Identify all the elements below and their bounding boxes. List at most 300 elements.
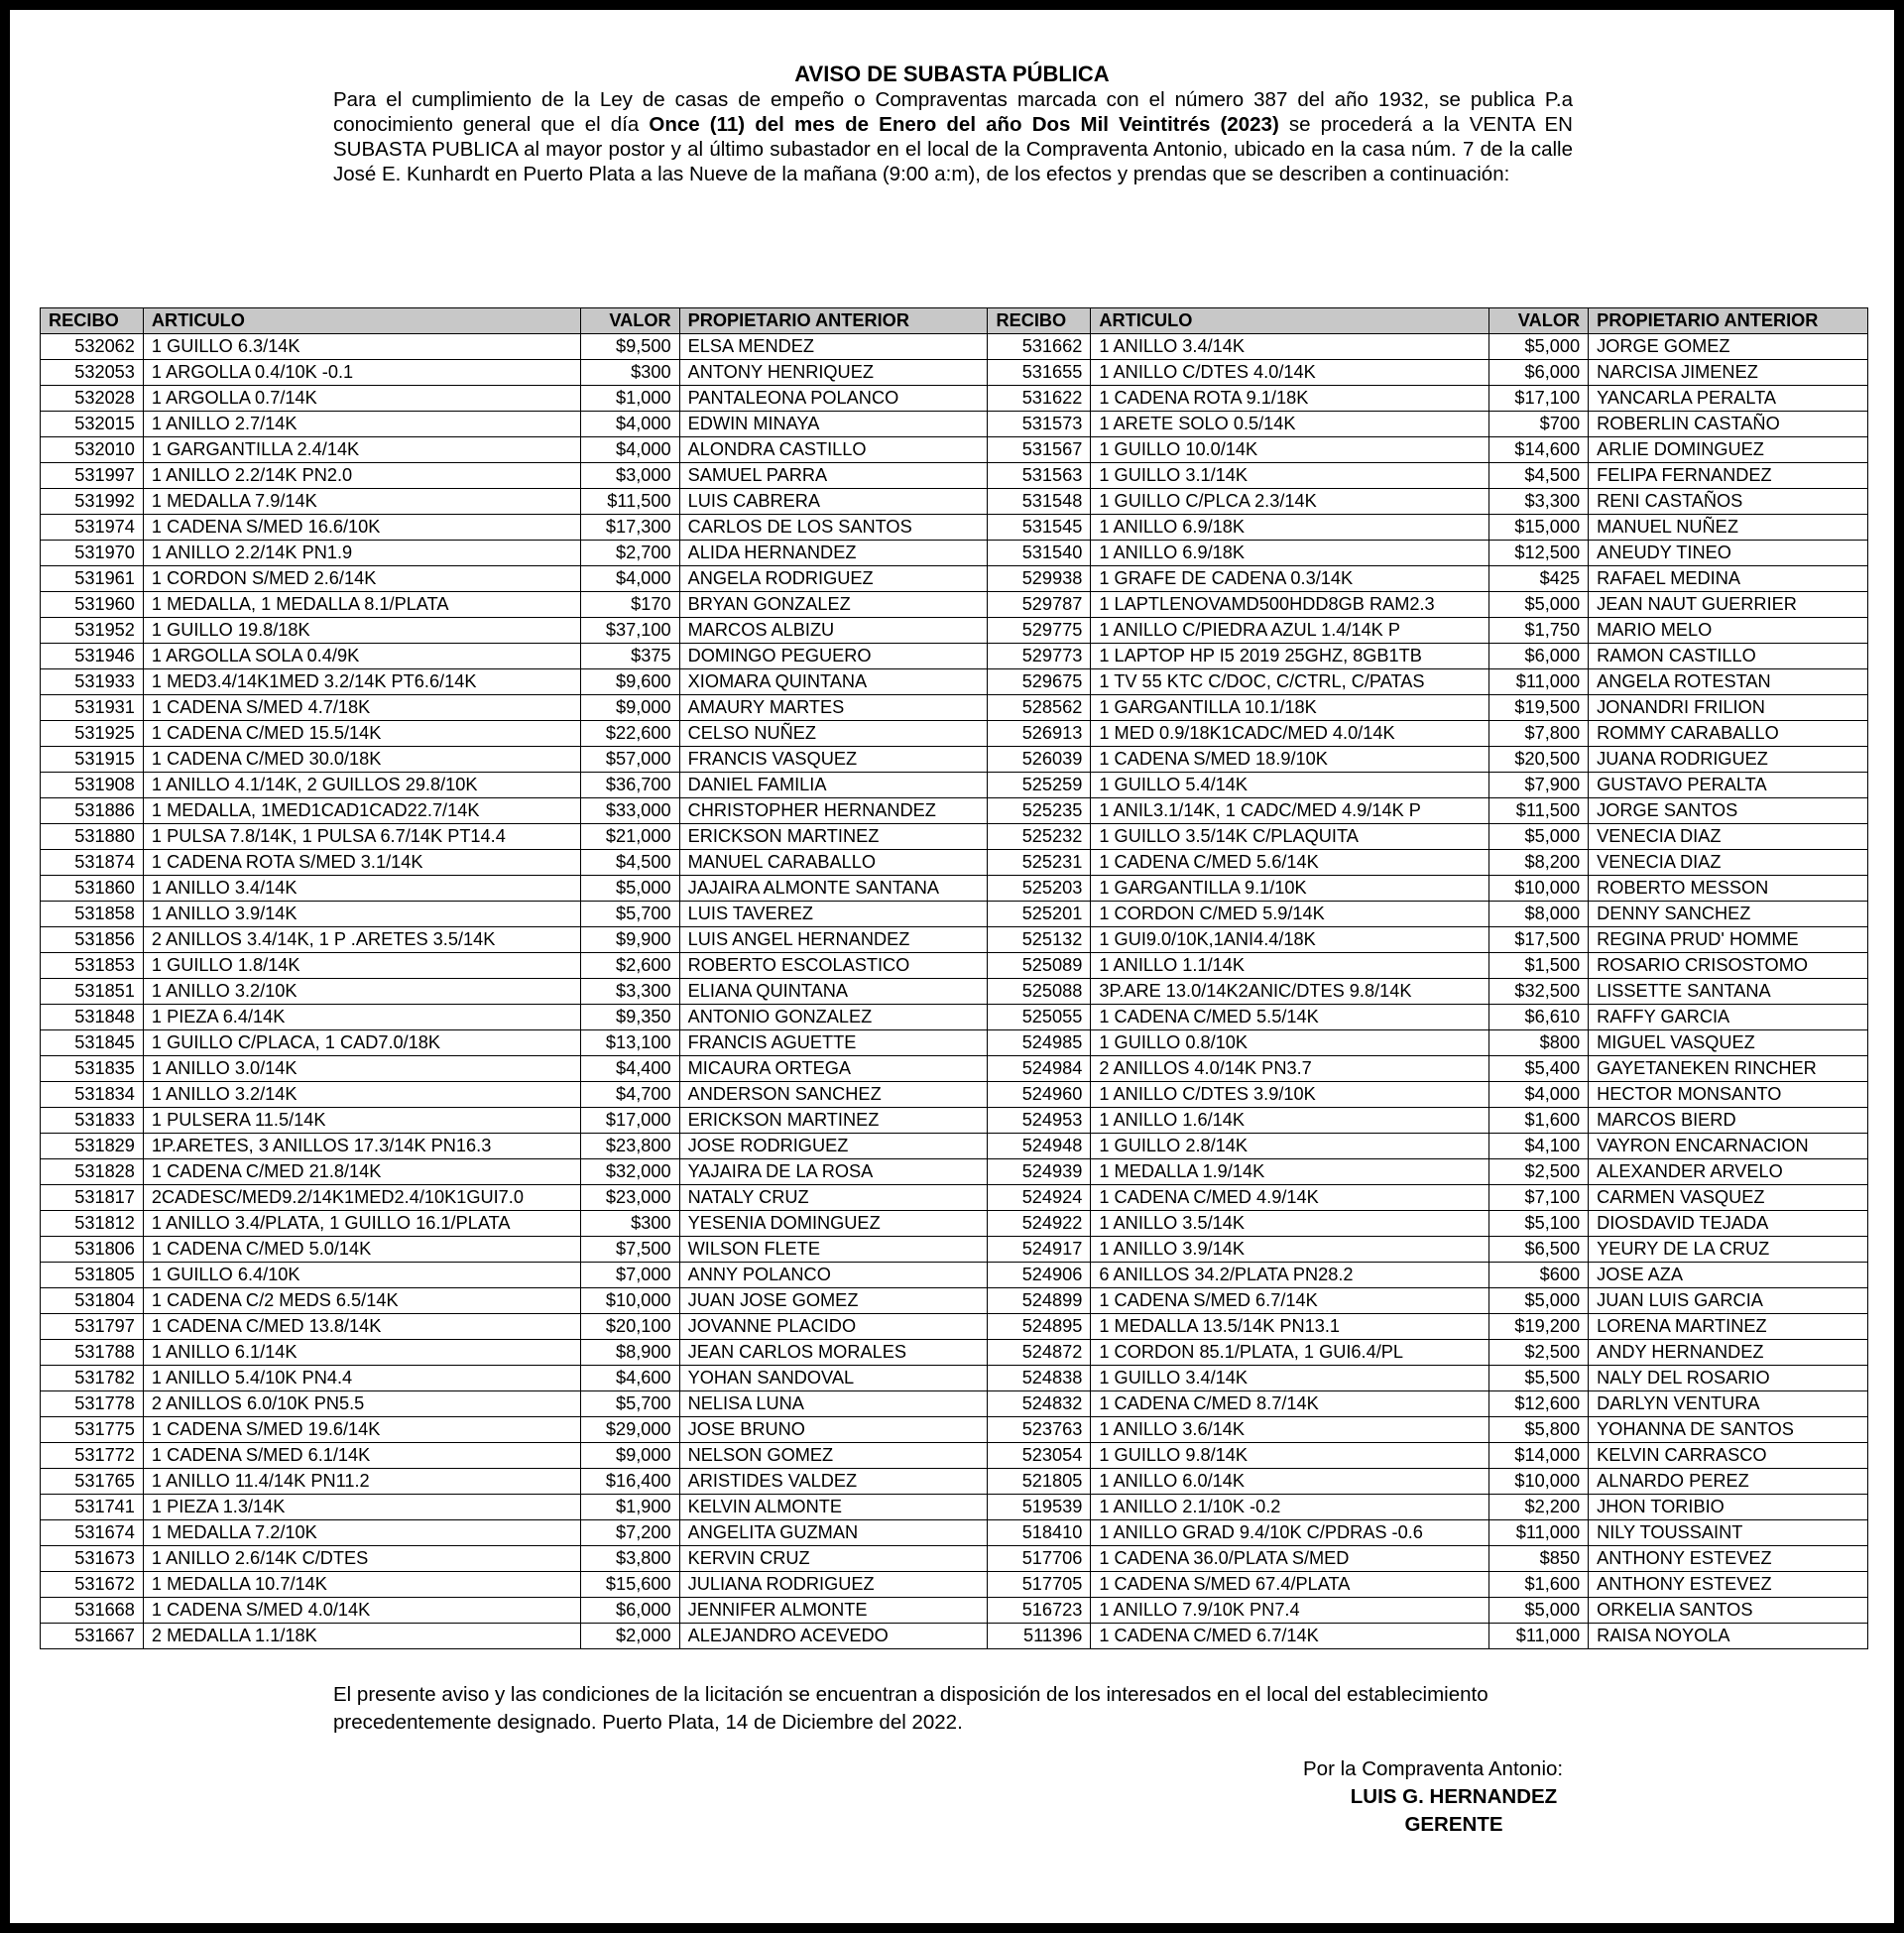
cell-valor: $2,000	[580, 1624, 679, 1649]
cell-valor-2: $6,000	[1489, 644, 1589, 669]
cell-articulo-2: 1 ANILLO C/DTES 3.9/10K	[1091, 1082, 1489, 1108]
table-row	[41, 386, 1868, 412]
cell-articulo-2: 1 ANILLO 2.1/10K -0.2	[1091, 1495, 1489, 1520]
cell-valor: $5,700	[580, 902, 679, 927]
cell-propietario: JOSE RODRIGUEZ	[679, 1134, 988, 1159]
cell-valor-2: $12,500	[1489, 541, 1589, 566]
cell-articulo: 1 ANILLO 2.2/14K PN1.9	[143, 541, 580, 566]
cell-valor: $7,000	[580, 1263, 679, 1288]
cell-valor-2: $8,200	[1489, 850, 1589, 876]
table-row	[41, 1030, 1868, 1056]
cell-articulo: 1 MEDALLA 7.9/14K	[143, 489, 580, 515]
cell-articulo-2: 1 ANILLO GRAD 9.4/10K C/PDRAS -0.6	[1091, 1520, 1489, 1546]
cell-recibo: 531908	[41, 773, 144, 798]
table-row	[41, 1598, 1868, 1624]
cell-articulo-2: 1 GARGANTILLA 9.1/10K	[1091, 876, 1489, 902]
table-row	[41, 334, 1868, 360]
cell-articulo-2: 1 CADENA S/MED 67.4/PLATA	[1091, 1572, 1489, 1598]
cell-propietario-2: CARMEN VASQUEZ	[1589, 1185, 1868, 1211]
cell-valor: $7,200	[580, 1520, 679, 1546]
cell-valor-2: $425	[1489, 566, 1589, 592]
cell-articulo-2: 1 LAPTOP HP I5 2019 25GHZ, 8GB1TB	[1091, 644, 1489, 669]
cell-articulo-2: 1 CORDON C/MED 5.9/14K	[1091, 902, 1489, 927]
header-valor: VALOR	[580, 308, 679, 334]
cell-articulo-2: 1 ANILLO C/DTES 4.0/14K	[1091, 360, 1489, 386]
cell-valor-2: $5,800	[1489, 1417, 1589, 1443]
cell-articulo-2: 1 CADENA 36.0/PLATA S/MED	[1091, 1546, 1489, 1572]
intro-text-1: Para el cumplimiento de la Ley de casas de empeño o Compraventas marcada con el número 387 del año 1932, se publica P.a conocimiento general que el día	[333, 88, 1573, 136]
cell-recibo-2: 531548	[988, 489, 1091, 515]
cell-recibo-2: 524832	[988, 1391, 1091, 1417]
cell-propietario: EDWIN MINAYA	[679, 412, 988, 437]
cell-propietario: JULIANA RODRIGUEZ	[679, 1572, 988, 1598]
cell-recibo-2: 529675	[988, 669, 1091, 695]
table-row	[41, 850, 1868, 876]
cell-articulo-2: 1 MEDALLA 13.5/14K PN13.1	[1091, 1314, 1489, 1340]
header-recibo-2: RECIBO	[988, 308, 1091, 334]
cell-recibo: 531853	[41, 953, 144, 979]
cell-valor: $1,900	[580, 1495, 679, 1520]
cell-articulo-2: 1 CORDON 85.1/PLATA, 1 GUI6.4/PL	[1091, 1340, 1489, 1366]
table-row	[41, 541, 1868, 566]
cell-recibo-2: 524953	[988, 1108, 1091, 1134]
header-recibo: RECIBO	[41, 308, 144, 334]
cell-propietario: CARLOS DE LOS SANTOS	[679, 515, 988, 541]
cell-articulo: 1 CADENA S/MED 6.1/14K	[143, 1443, 580, 1469]
cell-valor: $9,350	[580, 1005, 679, 1030]
cell-valor-2: $2,500	[1489, 1340, 1589, 1366]
table-row	[41, 1056, 1868, 1082]
cell-valor: $57,000	[580, 747, 679, 773]
cell-recibo-2: 524838	[988, 1366, 1091, 1391]
cell-propietario: AMAURY MARTES	[679, 695, 988, 721]
cell-valor-2: $6,500	[1489, 1237, 1589, 1263]
cell-valor-2: $11,000	[1489, 669, 1589, 695]
table-row	[41, 1159, 1868, 1185]
table-row	[41, 644, 1868, 669]
cell-valor: $8,900	[580, 1340, 679, 1366]
table-row	[41, 1082, 1868, 1108]
cell-articulo-2: 1 TV 55 KTC C/DOC, C/CTRL, C/PATAS	[1091, 669, 1489, 695]
cell-propietario: YOHAN SANDOVAL	[679, 1366, 988, 1391]
cell-recibo-2: 525259	[988, 773, 1091, 798]
cell-propietario-2: ROBERTO MESSON	[1589, 876, 1868, 902]
cell-valor: $17,000	[580, 1108, 679, 1134]
cell-articulo: 1 ANILLO 3.2/14K	[143, 1082, 580, 1108]
cell-articulo: 1 ANILLO 2.6/14K C/DTES	[143, 1546, 580, 1572]
cell-articulo-2: 1 ANIL3.1/14K, 1 CADC/MED 4.9/14K P	[1091, 798, 1489, 824]
cell-recibo: 531931	[41, 695, 144, 721]
cell-articulo: 1 ARGOLLA 0.4/10K -0.1	[143, 360, 580, 386]
cell-propietario: YAJAIRA DE LA ROSA	[679, 1159, 988, 1185]
cell-articulo: 1 ANILLO 6.1/14K	[143, 1340, 580, 1366]
cell-propietario-2: ORKELIA SANTOS	[1589, 1598, 1868, 1624]
cell-articulo-2: 1 ANILLO C/PIEDRA AZUL 1.4/14K P	[1091, 618, 1489, 644]
cell-valor-2: $7,900	[1489, 773, 1589, 798]
cell-propietario: ALIDA HERNANDEZ	[679, 541, 988, 566]
table-row	[41, 412, 1868, 437]
cell-valor: $21,000	[580, 824, 679, 850]
cell-articulo-2: 1 GUILLO 10.0/14K	[1091, 437, 1489, 463]
cell-articulo: 1 MEDALLA 10.7/14K	[143, 1572, 580, 1598]
cell-articulo: 1 GARGANTILLA 2.4/14K	[143, 437, 580, 463]
cell-valor: $16,400	[580, 1469, 679, 1495]
closing-paragraph: El presente aviso y las condiciones de la licitación se encuentran a disposición de los interesados en el local del establecimiento precedentemente designado. Puerto Plata, 14 de Diciembre del 2022.	[333, 1683, 1488, 1734]
cell-recibo: 532053	[41, 360, 144, 386]
cell-recibo-2: 525231	[988, 850, 1091, 876]
cell-articulo: 1 CADENA S/MED 4.7/18K	[143, 695, 580, 721]
cell-valor: $9,600	[580, 669, 679, 695]
cell-recibo-2: 524917	[988, 1237, 1091, 1263]
cell-recibo: 531880	[41, 824, 144, 850]
table-row	[41, 1185, 1868, 1211]
cell-propietario: ELIANA QUINTANA	[679, 979, 988, 1005]
cell-recibo-2: 525201	[988, 902, 1091, 927]
cell-recibo-2: 531567	[988, 437, 1091, 463]
cell-articulo-2: 2 ANILLOS 4.0/14K PN3.7	[1091, 1056, 1489, 1082]
cell-recibo: 531845	[41, 1030, 144, 1056]
cell-recibo: 531970	[41, 541, 144, 566]
cell-valor: $15,600	[580, 1572, 679, 1598]
table-row	[41, 566, 1868, 592]
cell-articulo: 1 GUILLO 6.3/14K	[143, 334, 580, 360]
cell-valor: $5,000	[580, 876, 679, 902]
cell-propietario: JOVANNE PLACIDO	[679, 1314, 988, 1340]
table-row	[41, 747, 1868, 773]
cell-valor-2: $4,000	[1489, 1082, 1589, 1108]
cell-articulo-2: 1 CADENA C/MED 8.7/14K	[1091, 1391, 1489, 1417]
cell-recibo: 531834	[41, 1082, 144, 1108]
cell-recibo: 531833	[41, 1108, 144, 1134]
cell-propietario: DANIEL FAMILIA	[679, 773, 988, 798]
cell-articulo: 1P.ARETES, 3 ANILLOS 17.3/14K PN16.3	[143, 1134, 580, 1159]
table-row	[41, 1495, 1868, 1520]
cell-valor: $7,500	[580, 1237, 679, 1263]
cell-propietario-2: MANUEL NUÑEZ	[1589, 515, 1868, 541]
cell-propietario-2: GUSTAVO PERALTA	[1589, 773, 1868, 798]
cell-recibo-2: 524948	[988, 1134, 1091, 1159]
cell-articulo: 1 ANILLO 3.4/14K	[143, 876, 580, 902]
cell-articulo-2: 1 GUILLO 3.5/14K C/PLAQUITA	[1091, 824, 1489, 850]
table-row	[41, 437, 1868, 463]
cell-propietario-2: VAYRON ENCARNACION	[1589, 1134, 1868, 1159]
cell-valor-2: $20,500	[1489, 747, 1589, 773]
cell-propietario-2: JONANDRI FRILION	[1589, 695, 1868, 721]
cell-valor-2: $5,000	[1489, 1288, 1589, 1314]
cell-articulo-2: 1 ANILLO 3.6/14K	[1091, 1417, 1489, 1443]
cell-propietario-2: RAISA NOYOLA	[1589, 1624, 1868, 1649]
cell-articulo: 1 ANILLO 11.4/14K PN11.2	[143, 1469, 580, 1495]
cell-articulo: 2CADESC/MED9.2/14K1MED2.4/10K1GUI7.0	[143, 1185, 580, 1211]
table-row	[41, 618, 1868, 644]
cell-valor: $13,100	[580, 1030, 679, 1056]
cell-articulo-2: 1 ANILLO 3.4/14K	[1091, 334, 1489, 360]
cell-articulo-2: 1 ANILLO 6.9/18K	[1091, 541, 1489, 566]
cell-recibo: 531778	[41, 1391, 144, 1417]
cell-valor-2: $1,600	[1489, 1572, 1589, 1598]
table-row	[41, 695, 1868, 721]
cell-valor: $9,000	[580, 1443, 679, 1469]
cell-recibo: 531806	[41, 1237, 144, 1263]
cell-recibo-2: 531622	[988, 386, 1091, 412]
cell-valor-2: $3,300	[1489, 489, 1589, 515]
cell-valor-2: $5,100	[1489, 1211, 1589, 1237]
cell-recibo: 532010	[41, 437, 144, 463]
cell-valor-2: $12,600	[1489, 1391, 1589, 1417]
table-row	[41, 1005, 1868, 1030]
cell-articulo: 1 ARGOLLA 0.7/14K	[143, 386, 580, 412]
cell-recibo-2: 524984	[988, 1056, 1091, 1082]
cell-recibo-2: 524899	[988, 1288, 1091, 1314]
cell-valor: $17,300	[580, 515, 679, 541]
cell-valor: $2,700	[580, 541, 679, 566]
cell-recibo: 531741	[41, 1495, 144, 1520]
cell-articulo: 1 MED3.4/14K1MED 3.2/14K PT6.6/14K	[143, 669, 580, 695]
cell-propietario: JAJAIRA ALMONTE SANTANA	[679, 876, 988, 902]
cell-propietario-2: HECTOR MONSANTO	[1589, 1082, 1868, 1108]
cell-propietario-2: FELIPA FERNANDEZ	[1589, 463, 1868, 489]
cell-valor: $3,000	[580, 463, 679, 489]
cell-recibo-2: 525055	[988, 1005, 1091, 1030]
cell-valor: $36,700	[580, 773, 679, 798]
cell-articulo: 1 CADENA S/MED 16.6/10K	[143, 515, 580, 541]
table-row	[41, 927, 1868, 953]
table-row	[41, 515, 1868, 541]
table-row	[41, 824, 1868, 850]
cell-valor-2: $11,000	[1489, 1520, 1589, 1546]
cell-valor-2: $600	[1489, 1263, 1589, 1288]
cell-valor: $4,000	[580, 412, 679, 437]
cell-recibo: 531674	[41, 1520, 144, 1546]
cell-propietario-2: RAFAEL MEDINA	[1589, 566, 1868, 592]
cell-recibo-2: 526039	[988, 747, 1091, 773]
cell-valor: $2,600	[580, 953, 679, 979]
cell-propietario-2: RAFFY GARCIA	[1589, 1005, 1868, 1030]
cell-recibo: 531974	[41, 515, 144, 541]
table-row	[41, 1108, 1868, 1134]
cell-recibo-2: 511396	[988, 1624, 1091, 1649]
cell-articulo: 1 ANILLO 5.4/10K PN4.4	[143, 1366, 580, 1391]
cell-recibo-2: 525088	[988, 979, 1091, 1005]
cell-propietario: ERICKSON MARTINEZ	[679, 824, 988, 850]
cell-recibo: 531835	[41, 1056, 144, 1082]
cell-propietario: FRANCIS AGUETTE	[679, 1030, 988, 1056]
cell-articulo-2: 1 CADENA S/MED 6.7/14K	[1091, 1288, 1489, 1314]
cell-recibo: 531788	[41, 1340, 144, 1366]
cell-articulo: 1 PIEZA 6.4/14K	[143, 1005, 580, 1030]
cell-recibo-2: 525232	[988, 824, 1091, 850]
cell-articulo: 2 ANILLOS 3.4/14K, 1 P .ARETES 3.5/14K	[143, 927, 580, 953]
cell-propietario: NELISA LUNA	[679, 1391, 988, 1417]
cell-propietario: ALEJANDRO ACEVEDO	[679, 1624, 988, 1649]
cell-valor-2: $1,500	[1489, 953, 1589, 979]
cell-recibo: 531775	[41, 1417, 144, 1443]
cell-articulo: 1 PULSERA 11.5/14K	[143, 1108, 580, 1134]
table-row	[41, 1288, 1868, 1314]
cell-articulo: 1 ANILLO 3.0/14K	[143, 1056, 580, 1082]
cell-valor: $9,000	[580, 695, 679, 721]
cell-recibo-2: 525235	[988, 798, 1091, 824]
cell-articulo-2: 1 LAPTLENOVAMD500HDD8GB RAM2.3	[1091, 592, 1489, 618]
cell-valor-2: $10,000	[1489, 1469, 1589, 1495]
cell-recibo: 531829	[41, 1134, 144, 1159]
cell-recibo: 531797	[41, 1314, 144, 1340]
cell-recibo-2: 524924	[988, 1185, 1091, 1211]
cell-valor: $300	[580, 360, 679, 386]
cell-propietario-2: DARLYN VENTURA	[1589, 1391, 1868, 1417]
cell-valor-2: $6,000	[1489, 360, 1589, 386]
cell-recibo-2: 529787	[988, 592, 1091, 618]
cell-recibo: 531856	[41, 927, 144, 953]
cell-recibo-2: 531655	[988, 360, 1091, 386]
cell-valor: $9,900	[580, 927, 679, 953]
cell-propietario-2: REGINA PRUD' HOMME	[1589, 927, 1868, 953]
cell-propietario: LUIS CABRERA	[679, 489, 988, 515]
cell-recibo-2: 517705	[988, 1572, 1091, 1598]
cell-recibo: 531874	[41, 850, 144, 876]
cell-propietario-2: MIGUEL VASQUEZ	[1589, 1030, 1868, 1056]
cell-valor: $3,300	[580, 979, 679, 1005]
cell-recibo-2: 525089	[988, 953, 1091, 979]
cell-propietario: JEAN CARLOS MORALES	[679, 1340, 988, 1366]
cell-recibo-2: 529938	[988, 566, 1091, 592]
cell-articulo-2: 1 GUILLO 5.4/14K	[1091, 773, 1489, 798]
cell-propietario-2: ARLIE DOMINGUEZ	[1589, 437, 1868, 463]
cell-recibo-2: 516723	[988, 1598, 1091, 1624]
lots-table	[40, 307, 1868, 1649]
cell-propietario: WILSON FLETE	[679, 1237, 988, 1263]
cell-recibo-2: 524872	[988, 1340, 1091, 1366]
cell-recibo: 531860	[41, 876, 144, 902]
cell-articulo-2: 1 ANILLO 1.1/14K	[1091, 953, 1489, 979]
cell-valor-2: $5,000	[1489, 592, 1589, 618]
cell-valor: $32,000	[580, 1159, 679, 1185]
cell-articulo-2: 1 CADENA C/MED 6.7/14K	[1091, 1624, 1489, 1649]
cell-articulo: 1 CADENA S/MED 4.0/14K	[143, 1598, 580, 1624]
cell-valor: $23,000	[580, 1185, 679, 1211]
cell-articulo-2: 1 CADENA S/MED 18.9/10K	[1091, 747, 1489, 773]
cell-propietario: DOMINGO PEGUERO	[679, 644, 988, 669]
cell-valor-2: $32,500	[1489, 979, 1589, 1005]
cell-articulo: 1 MEDALLA, 1MED1CAD1CAD22.7/14K	[143, 798, 580, 824]
cell-valor-2: $15,000	[1489, 515, 1589, 541]
cell-articulo-2: 1 GUILLO 2.8/14K	[1091, 1134, 1489, 1159]
cell-articulo-2: 1 ANILLO 1.6/14K	[1091, 1108, 1489, 1134]
cell-propietario: MANUEL CARABALLO	[679, 850, 988, 876]
table-row	[41, 1520, 1868, 1546]
cell-recibo: 531812	[41, 1211, 144, 1237]
table-row	[41, 1546, 1868, 1572]
cell-propietario: LUIS TAVEREZ	[679, 902, 988, 927]
cell-propietario-2: YEURY DE LA CRUZ	[1589, 1237, 1868, 1263]
cell-articulo: 1 PULSA 7.8/14K, 1 PULSA 6.7/14K PT14.4	[143, 824, 580, 850]
cell-propietario-2: LORENA MARTINEZ	[1589, 1314, 1868, 1340]
cell-recibo-2: 526913	[988, 721, 1091, 747]
cell-propietario: FRANCIS VASQUEZ	[679, 747, 988, 773]
cell-articulo-2: 1 GRAFE DE CADENA 0.3/14K	[1091, 566, 1489, 592]
cell-propietario: YESENIA DOMINGUEZ	[679, 1211, 988, 1237]
cell-recibo: 531772	[41, 1443, 144, 1469]
intro-text-2: se procederá a la VENTA EN SUBASTA PUBLICA al mayor postor y al último subastador en el local de la Compraventa Antonio, ubicado en la casa núm. 7 de la calle José E. Kunhardt en Puerto Plata a las Nueve de la mañana (9:00 a:m), de los efectos y prendas que se describen a continuación:	[333, 113, 1573, 185]
cell-propietario-2: ANEUDY TINEO	[1589, 541, 1868, 566]
cell-valor: $4,500	[580, 850, 679, 876]
table-row	[41, 979, 1868, 1005]
table-row	[41, 489, 1868, 515]
cell-propietario: ELSA MENDEZ	[679, 334, 988, 360]
cell-propietario: JENNIFER ALMONTE	[679, 1598, 988, 1624]
cell-recibo-2: 529773	[988, 644, 1091, 669]
cell-propietario-2: ALNARDO PEREZ	[1589, 1469, 1868, 1495]
cell-valor: $5,700	[580, 1391, 679, 1417]
cell-recibo: 531673	[41, 1546, 144, 1572]
cell-articulo-2: 1 ARETE SOLO 0.5/14K	[1091, 412, 1489, 437]
cell-articulo: 1 ANILLO 4.1/14K, 2 GUILLOS 29.8/10K	[143, 773, 580, 798]
cell-recibo-2: 523763	[988, 1417, 1091, 1443]
table-row	[41, 1211, 1868, 1237]
cell-recibo: 531668	[41, 1598, 144, 1624]
cell-articulo-2: 1 ANILLO 3.9/14K	[1091, 1237, 1489, 1263]
cell-articulo-2: 1 ANILLO 3.5/14K	[1091, 1211, 1489, 1237]
cell-recibo-2: 517706	[988, 1546, 1091, 1572]
cell-propietario: ARISTIDES VALDEZ	[679, 1469, 988, 1495]
cell-recibo: 531933	[41, 669, 144, 695]
cell-propietario: SAMUEL PARRA	[679, 463, 988, 489]
table-row	[41, 1134, 1868, 1159]
cell-recibo: 531848	[41, 1005, 144, 1030]
cell-valor-2: $14,000	[1489, 1443, 1589, 1469]
table-row	[41, 360, 1868, 386]
table-row	[41, 1237, 1868, 1263]
table-row	[41, 1624, 1868, 1649]
cell-propietario-2: DENNY SANCHEZ	[1589, 902, 1868, 927]
cell-articulo-2: 1 CADENA C/MED 4.9/14K	[1091, 1185, 1489, 1211]
cell-articulo-2: 1 MED 0.9/18K1CADC/MED 4.0/14K	[1091, 721, 1489, 747]
cell-articulo: 2 MEDALLA 1.1/18K	[143, 1624, 580, 1649]
cell-propietario-2: JORGE SANTOS	[1589, 798, 1868, 824]
cell-propietario-2: MARIO MELO	[1589, 618, 1868, 644]
cell-propietario: NELSON GOMEZ	[679, 1443, 988, 1469]
cell-articulo: 1 MEDALLA, 1 MEDALLA 8.1/PLATA	[143, 592, 580, 618]
cell-recibo-2: 524922	[988, 1211, 1091, 1237]
cell-valor-2: $8,000	[1489, 902, 1589, 927]
cell-recibo: 531961	[41, 566, 144, 592]
cell-articulo-2: 1 GUILLO 3.1/14K	[1091, 463, 1489, 489]
cell-articulo: 2 ANILLOS 6.0/10K PN5.5	[143, 1391, 580, 1417]
cell-valor: $1,000	[580, 386, 679, 412]
table-header-row	[41, 308, 1868, 334]
cell-articulo-2: 1 GUILLO 9.8/14K	[1091, 1443, 1489, 1469]
signature-name: LUIS G. HERNANDEZ	[1350, 1785, 1558, 1808]
cell-propietario-2: ANTHONY ESTEVEZ	[1589, 1546, 1868, 1572]
cell-propietario-2: KELVIN CARRASCO	[1589, 1443, 1868, 1469]
cell-propietario-2: GAYETANEKEN RINCHER	[1589, 1056, 1868, 1082]
cell-valor: $9,500	[580, 334, 679, 360]
cell-propietario: JOSE BRUNO	[679, 1417, 988, 1443]
cell-propietario-2: YOHANNA DE SANTOS	[1589, 1417, 1868, 1443]
cell-recibo-2: 521805	[988, 1469, 1091, 1495]
cell-valor-2: $11,000	[1489, 1624, 1589, 1649]
cell-recibo: 531667	[41, 1624, 144, 1649]
cell-propietario: MARCOS ALBIZU	[679, 618, 988, 644]
cell-valor-2: $800	[1489, 1030, 1589, 1056]
cell-articulo: 1 CADENA C/2 MEDS 6.5/14K	[143, 1288, 580, 1314]
cell-valor: $3,800	[580, 1546, 679, 1572]
cell-recibo-2: 524895	[988, 1314, 1091, 1340]
cell-valor: $170	[580, 592, 679, 618]
cell-recibo-2: 524960	[988, 1082, 1091, 1108]
cell-valor-2: $1,600	[1489, 1108, 1589, 1134]
cell-propietario-2: NILY TOUSSAINT	[1589, 1520, 1868, 1546]
